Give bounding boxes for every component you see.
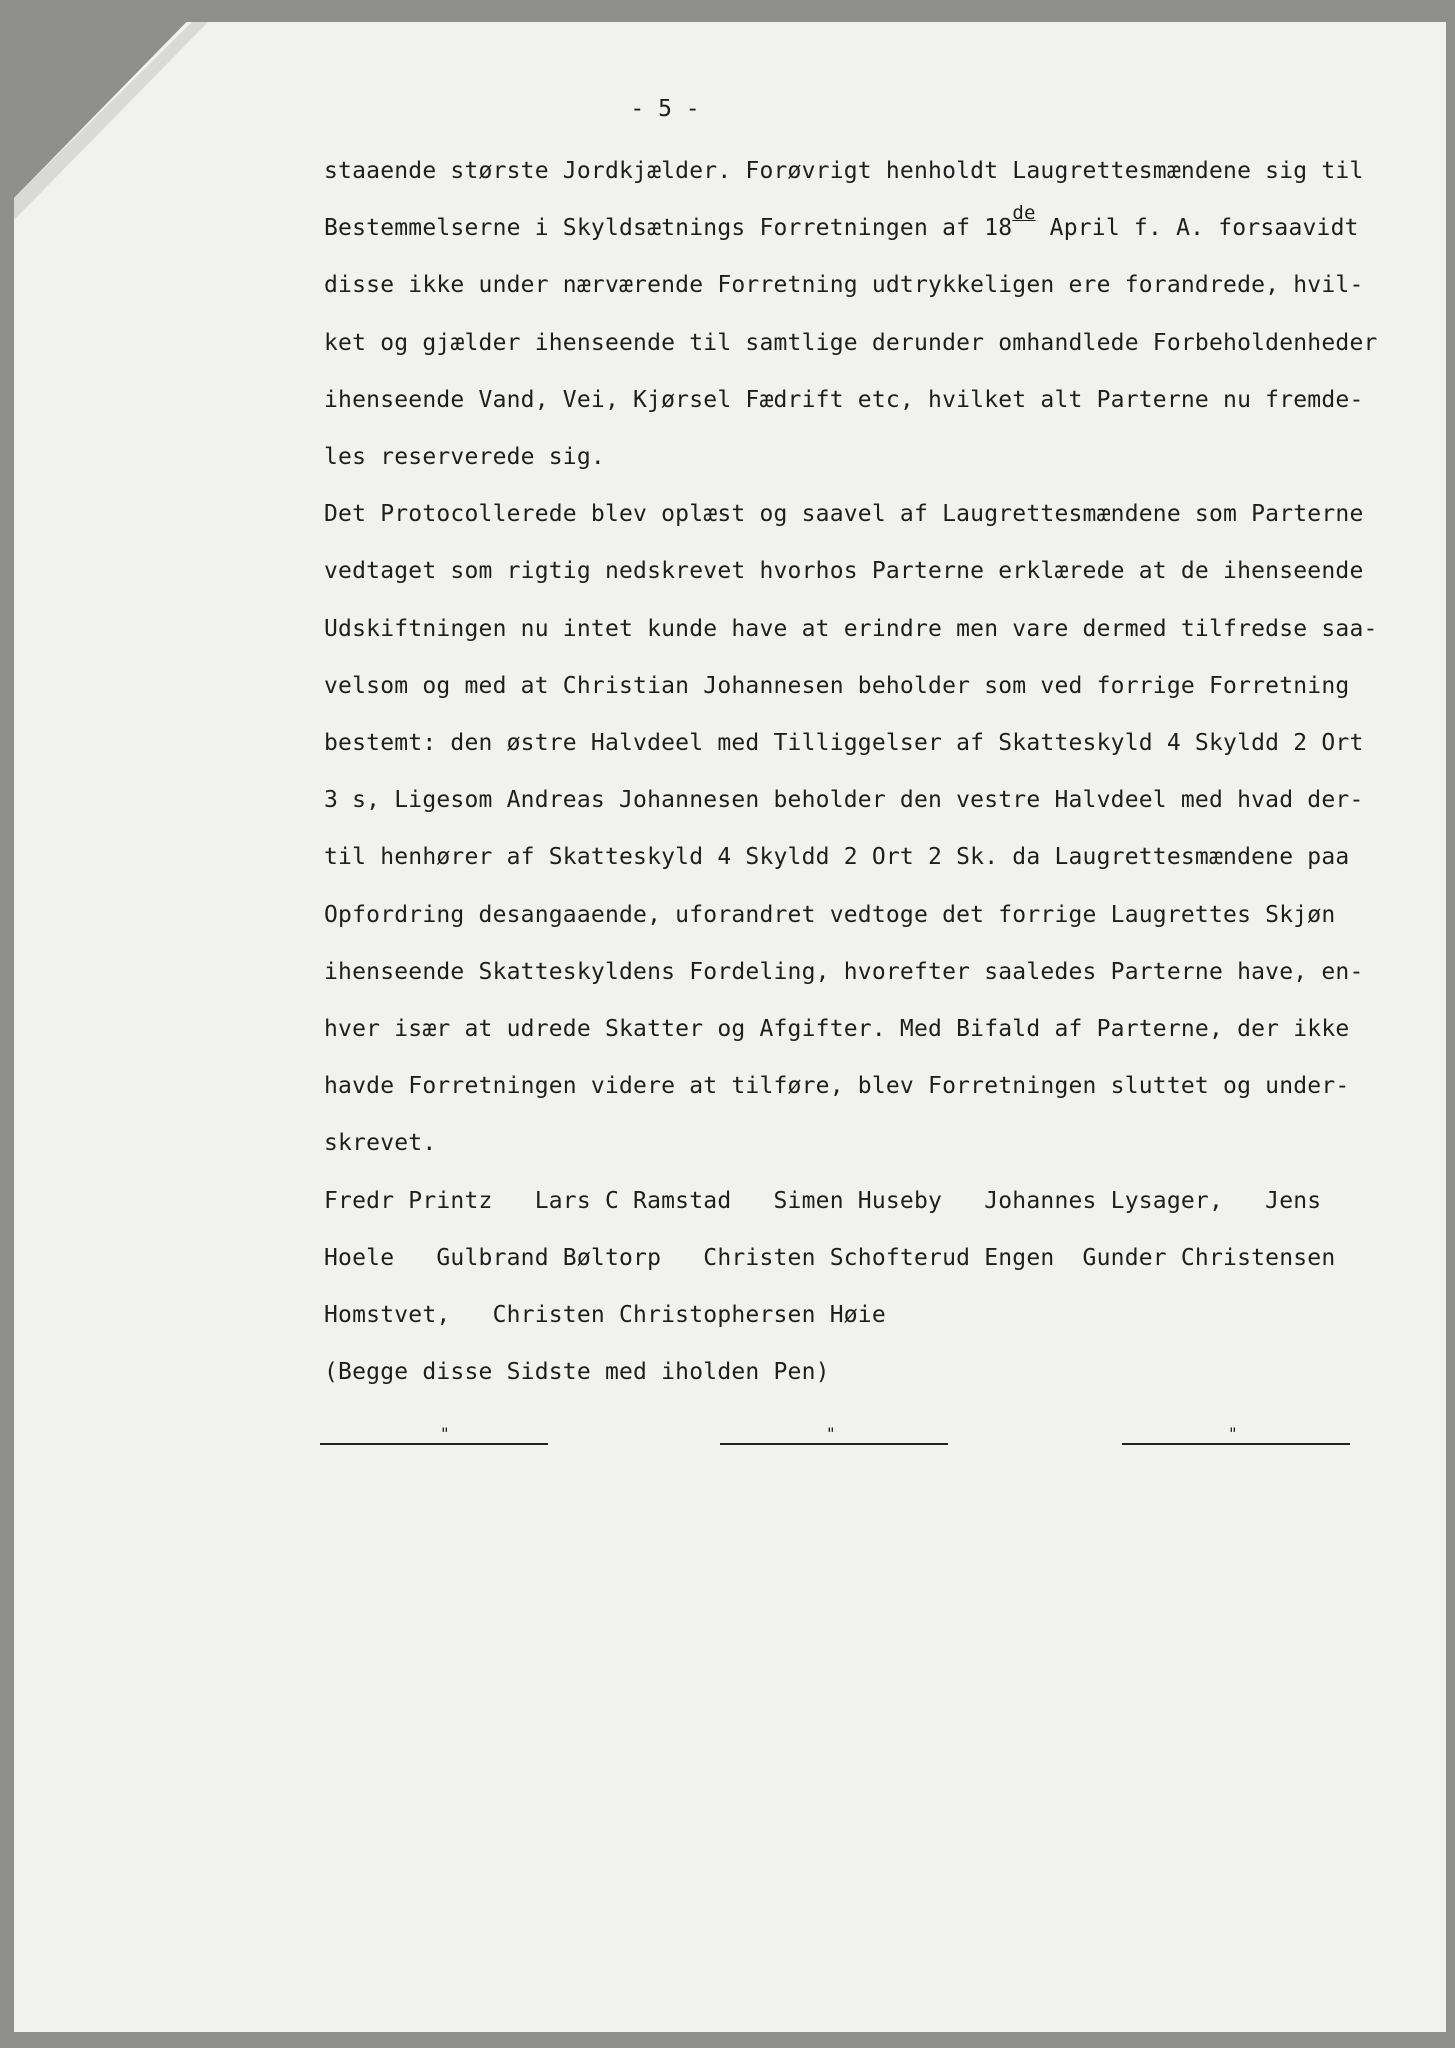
text-line: bestemt: den østre Halvdeel med Tilliggelser af Skatteskyld 4 Skyldd 2 Ort — [324, 730, 1364, 756]
text-segment: Bestemmelserne i Skyldsætnings Forretningen af 18 — [324, 215, 1013, 241]
text-line: Hoele Gulbrand Bøltorp Christen Schofterud Engen Gunder Christensen — [324, 1245, 1336, 1271]
text-line: ket og gjælder ihenseende til samtlige derunder omhandlede Forbeholdenheder — [324, 330, 1378, 356]
text-line: staaende største Jordkjælder. Forøvrigt henholdt Laugrettesmændene sig til — [324, 158, 1364, 184]
text-line: Opfordring desangaaende, uforandret vedtoge det forrige Laugrettes Skjøn — [324, 902, 1336, 928]
text-line: disse ikke under nærværende Forretning udtrykkeligen ere forandrede, hvil- — [324, 272, 1364, 298]
text-line: Fredr Printz Lars C Ramstad Simen Huseby Johannes Lysager, Jens — [324, 1188, 1322, 1214]
text-line: velsom og med at Christian Johannesen beholder som ved forrige Forretning — [324, 673, 1350, 699]
superscript-ordinal: de — [1012, 202, 1036, 224]
text-line: 3 s, Ligesom Andreas Johannesen beholder den vestre Halvdeel med hvad der- — [324, 787, 1364, 813]
text-line: Udskiftningen nu intet kunde have at erindre men vare dermed tilfredse saa- — [324, 616, 1378, 642]
text-line: hver især at udrede Skatter og Afgifter. Med Bifald af Parterne, der ikke — [324, 1016, 1350, 1042]
text-line: Homstvet, Christen Christophersen Høie — [324, 1302, 886, 1328]
text-line: ihenseende Vand, Vei, Kjørsel Fædrift etc, hvilket alt Parterne nu fremde- — [324, 387, 1364, 413]
signature-line-1 — [320, 1443, 548, 1445]
text-line: havde Forretningen videre at tilføre, blev Forretningen sluttet og under- — [324, 1073, 1350, 1099]
ditto-mark-3: " — [1228, 1424, 1238, 1443]
text-line: Det Protocollerede blev oplæst og saavel af Laugrettesmændene som Parterne — [324, 501, 1364, 527]
text-segment: April f. A. forsaavidt — [1035, 215, 1359, 241]
text-line: (Begge disse Sidste med iholden Pen) — [324, 1359, 830, 1385]
signature-line-3 — [1122, 1443, 1350, 1445]
text-line: ihenseende Skatteskyldens Fordeling, hvorefter saaledes Parterne have, en- — [324, 959, 1364, 985]
text-line: skrevet. — [324, 1130, 437, 1156]
ditto-mark-1: " — [440, 1424, 450, 1443]
signature-line-2 — [720, 1443, 948, 1445]
text-line: les reserverede sig. — [324, 444, 605, 470]
ditto-mark-2: " — [826, 1424, 836, 1443]
text-line — [324, 202, 1359, 244]
page-number: - 5 - — [630, 96, 700, 122]
text-line: vedtaget som rigtig nedskrevet hvorhos Parterne erklærede at de ihenseende — [324, 558, 1364, 584]
text-line: til henhører af Skatteskyld 4 Skyldd 2 Ort 2 Sk. da Laugrettesmændene paa — [324, 844, 1350, 870]
